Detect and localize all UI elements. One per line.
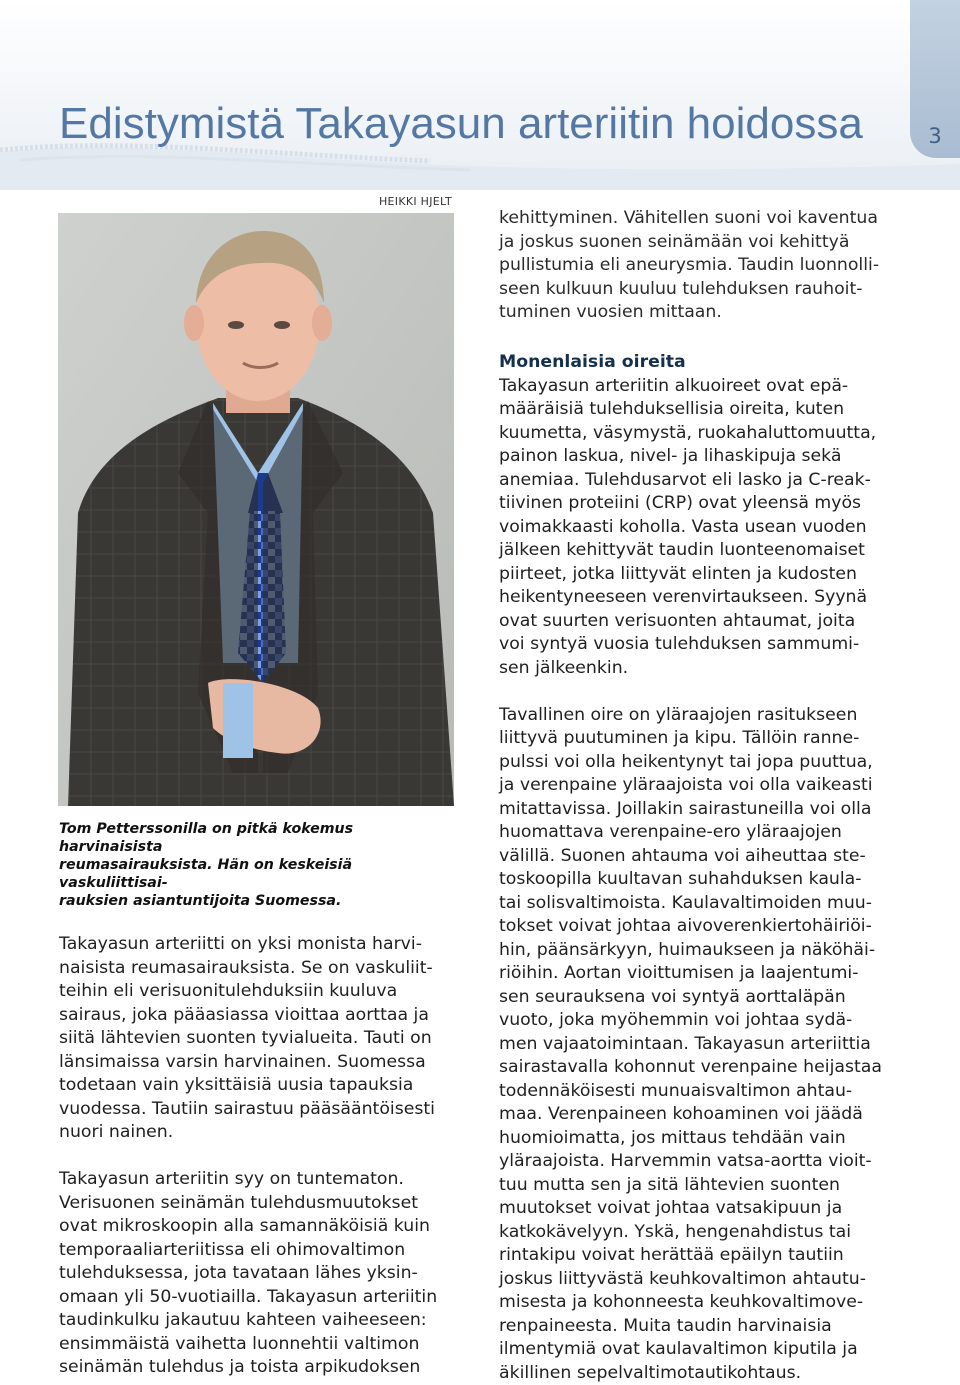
body-line: vuodessa. Tautiin sairastuu pääsääntöisesti: [59, 1098, 459, 1122]
body-line: naisista reumasairauksista. Se on vaskuliit-: [59, 957, 459, 981]
body-line: nuori nainen.: [59, 1121, 459, 1145]
body-line: maa. Verenpaineen kohoaminen voi jäädä: [499, 1103, 899, 1127]
body-line: seinämän tulehdus ja toista arpikudoksen: [59, 1356, 459, 1380]
left-column-body: [59, 933, 459, 1380]
body-line: ja verenpaine yläraajoista voi olla vaikeasti: [499, 774, 899, 798]
page-number: 3: [910, 124, 960, 148]
caption-line: Tom Petterssonilla on pitkä kokemus harvinaisista: [59, 820, 459, 856]
section-heading: Monenlaisia oireita: [499, 351, 899, 375]
page-title: Edistymistä Takayasun arteriitin hoidossa: [59, 100, 863, 148]
body-line: Tavallinen oire on yläraajojen rasitukseen: [499, 704, 899, 728]
body-line: mitattavissa. Joillakin sairastuneilla voi olla: [499, 798, 899, 822]
body-line: pullistumia eli aneurysmia. Taudin luonnolli-: [499, 254, 899, 278]
body-line: tokset voivat johtaa aivoverenkiertohäiriöi-: [499, 915, 899, 939]
body-line: määräisiä tulehduksellisia oireita, kuten: [499, 398, 899, 422]
caption-line: rauksien asiantuntijoita Suomessa.: [59, 892, 459, 910]
body-line: todennäköisesti munuaisvaltimon ahtau-: [499, 1080, 899, 1104]
body-line: Takayasun arteriitin alkuoireet ovat epä-: [499, 375, 899, 399]
body-line: kuumetta, väsymystä, ruokahaluttomuutta,: [499, 422, 899, 446]
right-column-intro: [499, 207, 899, 325]
photo-caption: [59, 820, 459, 910]
body-line: omaan yli 50-vuotiailla. Takayasun arteriitin: [59, 1286, 459, 1310]
body-line: tiivinen proteiini (CRP) ovat yleensä myös: [499, 492, 899, 516]
body-line: joskus liittyvästä keuhkovaltimon ahtautu-: [499, 1268, 899, 1292]
body-line: huomattava verenpaine-ero yläraajojen: [499, 821, 899, 845]
header-band: [0, 0, 960, 190]
body-line: voi syntyä vuosia tulehduksen sammumi-: [499, 633, 899, 657]
body-line: anemiaa. Tulehdusarvot eli lasko ja C-reak-: [499, 469, 899, 493]
body-line: sen jälkeenkin.: [499, 657, 899, 681]
body-line: ilmentymiä ovat kaulavaltimon kiputila ja: [499, 1338, 899, 1362]
body-line: sairaus, joka pääasiassa vioittaa aorttaa ja: [59, 1004, 459, 1028]
body-line: Takayasun arteriitti on yksi monista harvi-: [59, 933, 459, 957]
body-line: seen kulkuun kuuluu tulehduksen rauhoit-: [499, 278, 899, 302]
body-line: piirteet, jotka liittyvät elinten ja kudosten: [499, 563, 899, 587]
body-line: ensimmäistä vaihetta luonnehtii valtimon: [59, 1333, 459, 1357]
body-line: heikentyneeseen verenvirtaukseen. Syynä: [499, 586, 899, 610]
body-line: voimakkaasti koholla. Vasta usean vuoden: [499, 516, 899, 540]
body-line: länsimaissa varsin harvinainen. Suomessa: [59, 1051, 459, 1075]
body-line: äkillinen sepelvaltimotautikohtaus.: [499, 1362, 899, 1385]
body-line: Verisuonen seinämän tulehdusmuutokset: [59, 1192, 459, 1216]
body-line: pulssi voi olla heikentynyt tai jopa puuttua,: [499, 751, 899, 775]
body-line: tai solisvaltimoista. Kaulavaltimoiden muu-: [499, 892, 899, 916]
body-line: toskoopilla kuultavan suhahduksen kaula-: [499, 868, 899, 892]
right-column-body: [499, 351, 899, 1385]
body-line: renpaineesta. Muita taudin harvinaisia: [499, 1315, 899, 1339]
body-line: todetaan vain yksittäisiä uusia tapauksia: [59, 1074, 459, 1098]
body-line: sairastavalla kohonnut verenpaine heijastaa: [499, 1056, 899, 1080]
body-line: sen seurauksena voi syntyä aorttaläpän: [499, 986, 899, 1010]
body-line: tuminen vuosien mittaan.: [499, 301, 899, 325]
body-line: teihin eli verisuonitulehduksiin kuuluva: [59, 980, 459, 1004]
page-tab: [910, 0, 960, 158]
body-line: liittyvä puutuminen ja kipu. Tällöin ranne-: [499, 727, 899, 751]
body-line: tulehduksessa, jota tavataan lähes yksin-: [59, 1262, 459, 1286]
body-line: ovat mikroskoopin alla samannäköisiä kuin: [59, 1215, 459, 1239]
body-line: men vajaatoimintaan. Takayasun arteriittia: [499, 1033, 899, 1057]
body-line: kehittyminen. Vähitellen suoni voi kaventua: [499, 207, 899, 231]
portrait-photo: [58, 213, 454, 806]
caption-line: reumasairauksista. Hän on keskeisiä vaskuliittisai-: [59, 856, 459, 892]
body-line: ovat suurten verisuonten ahtaumat, joita: [499, 610, 899, 634]
body-line: hin, päänsärkyyn, huimaukseen ja näköhäi-: [499, 939, 899, 963]
body-line: vuoto, joka myöhemmin voi johtaa sydä-: [499, 1009, 899, 1033]
body-line: Takayasun arteriitin syy on tuntematon.: [59, 1168, 459, 1192]
body-line: huomioimatta, jos mittaus tehdään vain: [499, 1127, 899, 1151]
author-byline: HEIKKI HJELT: [379, 195, 452, 208]
body-line: temporaaliarteriitissa eli ohimovaltimon: [59, 1239, 459, 1263]
portrait-illustration: [58, 213, 454, 806]
body-line: muutokset voivat johtaa vatsakipuun ja: [499, 1197, 899, 1221]
body-line: misesta ja kohonneesta keuhkovaltimove-: [499, 1291, 899, 1315]
body-line: välillä. Suonen ahtauma voi aiheuttaa ste-: [499, 845, 899, 869]
body-line: painon laskua, nivel- ja lihaskipuja sekä: [499, 445, 899, 469]
body-line: yläraajoista. Harvemmin vatsa-aortta vioit-: [499, 1150, 899, 1174]
body-line: rintakipu voivat herättää epäilyn tautiin: [499, 1244, 899, 1268]
body-line: katkokävelyyn. Yskä, hengenahdistus tai: [499, 1221, 899, 1245]
body-line: ja joskus suonen seinämään voi kehittyä: [499, 231, 899, 255]
body-line: riöihin. Aortan vioittumisen ja laajentumi-: [499, 962, 899, 986]
body-line: siitä lähtevien suonten tyvialueita. Tauti on: [59, 1027, 459, 1051]
body-line: jälkeen kehittyvät taudin luonteenomaiset: [499, 539, 899, 563]
body-line: taudinkulku jakautuu kahteen vaiheeseen:: [59, 1309, 459, 1333]
body-line: tuu mutta sen ja sitä lähtevien suonten: [499, 1174, 899, 1198]
